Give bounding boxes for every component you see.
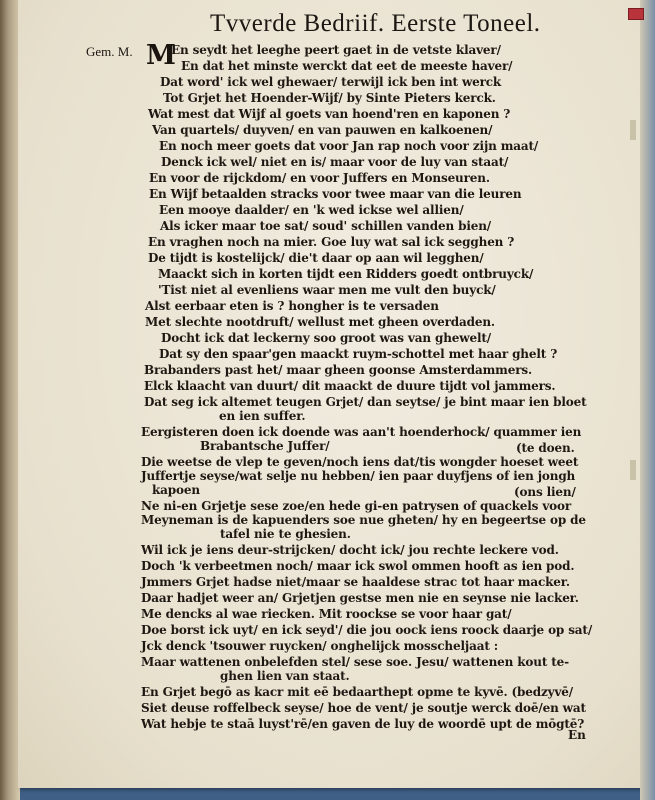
verse-line: En voor de rijckdom/ en voor Juffers en Monseuren.: [149, 171, 490, 185]
verse-line: Siet deuse roffelbeck seyse/ hoe de vent/ je soutje werck doē/en wat: [141, 701, 586, 715]
verse-line: En dat het minste werckt dat eet de meeste haver/: [181, 59, 513, 73]
verse-line: Als icker maar toe sat/ soud' schillen vanden bien/: [160, 219, 492, 233]
verse-line: Brabantsche Juffer/: [200, 439, 330, 453]
verse-line: Meyneman is de kapuenders soe nue gheten/ hy en begeertse op de: [141, 513, 586, 527]
verse-line: Jmmers Grjet hadse niet/maar se haaldese strac tot haar macker.: [141, 575, 570, 589]
verse-line: Denck ick wel/ niet en is/ maar voor de luy van staat/: [161, 155, 509, 169]
verse-line: Tot Grjet het Hoender-Wijf/ by Sinte Pieters kerck.: [163, 91, 496, 105]
page-edge-shadow: [630, 460, 636, 480]
verse-line: tafel nie te ghesien.: [220, 527, 351, 541]
verse-line: En Wijf betaalden stracks voor twee maar van die leuren: [149, 187, 522, 201]
verse-line: En noch meer goets dat voor Jan rap noch voor zijn maat/: [159, 139, 539, 153]
verse-line: Ne ni-en Grjetje sese zoe/en hede gi-en patrysen of quackels voor: [141, 499, 572, 513]
page-fore-edge: [640, 0, 655, 800]
verse-line: Alst eerbaar eten is ? hongher is te versaden: [145, 299, 439, 313]
verse-line: Maar wattenen onbelefden stel/ sese soe. Jesu/ wattenen kout te-: [141, 655, 569, 669]
verse-line: Dat seg ick altemet teugen Grjet/ dan seytse/ je bint maar ien bloet: [144, 395, 587, 409]
verse-line: (te doen.: [516, 441, 575, 455]
verse-line: Die weetse de vlep te geven/noch iens dat/tis wongder hoeset weet: [141, 455, 579, 469]
speaker-label: Gem. M.: [86, 44, 133, 59]
verse-line: Docht ick dat leckerny soo groot was van ghewelt/: [161, 331, 491, 345]
verse-line: ghen lien van staat.: [220, 669, 350, 683]
verse-line: Doe borst ick uyt/ en ick seyd'/ die jou oock iens roock daarje op sat/: [141, 623, 593, 637]
verse-line: Elck klaacht van duurt/ dit maackt de duure tijdt vol jammers.: [144, 379, 556, 393]
verse-line: Dat sy den spaar'gen maackt ruym-schottel met haar ghelt ?: [159, 347, 558, 361]
verse-line: Dat word' ick wel ghewaer/ terwijl ick ben int werck: [160, 75, 502, 89]
verse-line: Eergisteren doen ick doende was aan't hoenderhock/ quammer ien: [141, 425, 582, 439]
verse-line: De tijdt is kostelijck/ die't daar op aan wil legghen/: [148, 251, 484, 265]
verse-line: Me dencks al wae riecken. Mit roockse se voor haar gat/: [141, 607, 512, 621]
verse-line: kapoen: [152, 483, 200, 497]
verse-line: Wat hebje te staā luyst'rē/en gaven de luy de woordē upt de mōgtē?: [141, 717, 585, 731]
verse-line: Juffertje seyse/wat selje nu hebben/ ien paar duyfjens of ien jongh: [141, 469, 576, 483]
verse-line: Jck denck 'tsouwer ruycken/ onghelijck mosscheljaat :: [141, 639, 499, 653]
catchword: En: [568, 728, 586, 742]
verse-line: Daar hadjet weer an/ Grjetjen gestse men nie en seynse nie lacker.: [141, 591, 579, 605]
verse-line: 'Tist niet al evenliens waar men me vult den buyck/: [158, 283, 496, 297]
verse-line: Wil ick je iens deur-strijcken/ docht ick/ jou rechte leckere vod.: [141, 543, 559, 557]
verse-line: Brabanders past het/ maar gheen goonse Amsterdammers.: [144, 363, 533, 377]
verse-line: en ien suffer.: [219, 409, 306, 423]
verse-line: (ons lien/: [514, 485, 576, 499]
verse-line: Van quartels/ duyven/ en van pauwen en kalkoenen/: [152, 123, 493, 137]
verse-line: En vraghen noch na mier. Goe luy wat sal ick segghen ?: [148, 235, 515, 249]
verse-line: Doch 'k verbeetmen noch/ maar ick swol ommen hooft as ien pod.: [141, 559, 575, 573]
verse-line: Wat mest dat Wijf al goets van hoend'ren en kaponen ?: [148, 107, 511, 121]
bookmark-tab: [628, 8, 644, 20]
verse-line: Met slechte nootdruft/ wellust met gheen overdaden.: [145, 315, 495, 329]
verse-line: Maackt sich in korten tijdt een Ridders goedt ontbruyck/: [158, 267, 534, 281]
book-binding: [0, 0, 20, 800]
verse-line: Een mooye daalder/ en 'k wed ickse wel allien/: [159, 203, 464, 217]
verse-line: En seydt het leeghe peert gaet in de vetste klaver/: [171, 43, 501, 57]
page-edge-shadow: [630, 120, 636, 140]
verse-line: En Grjet begō as kacr mit eē bedaarthept opme te kyvē. (bedzyvē/: [141, 685, 574, 699]
running-header: Tvverde Bedriif. Eerste Toneel.: [210, 10, 541, 37]
drop-capital: M: [146, 40, 176, 71]
